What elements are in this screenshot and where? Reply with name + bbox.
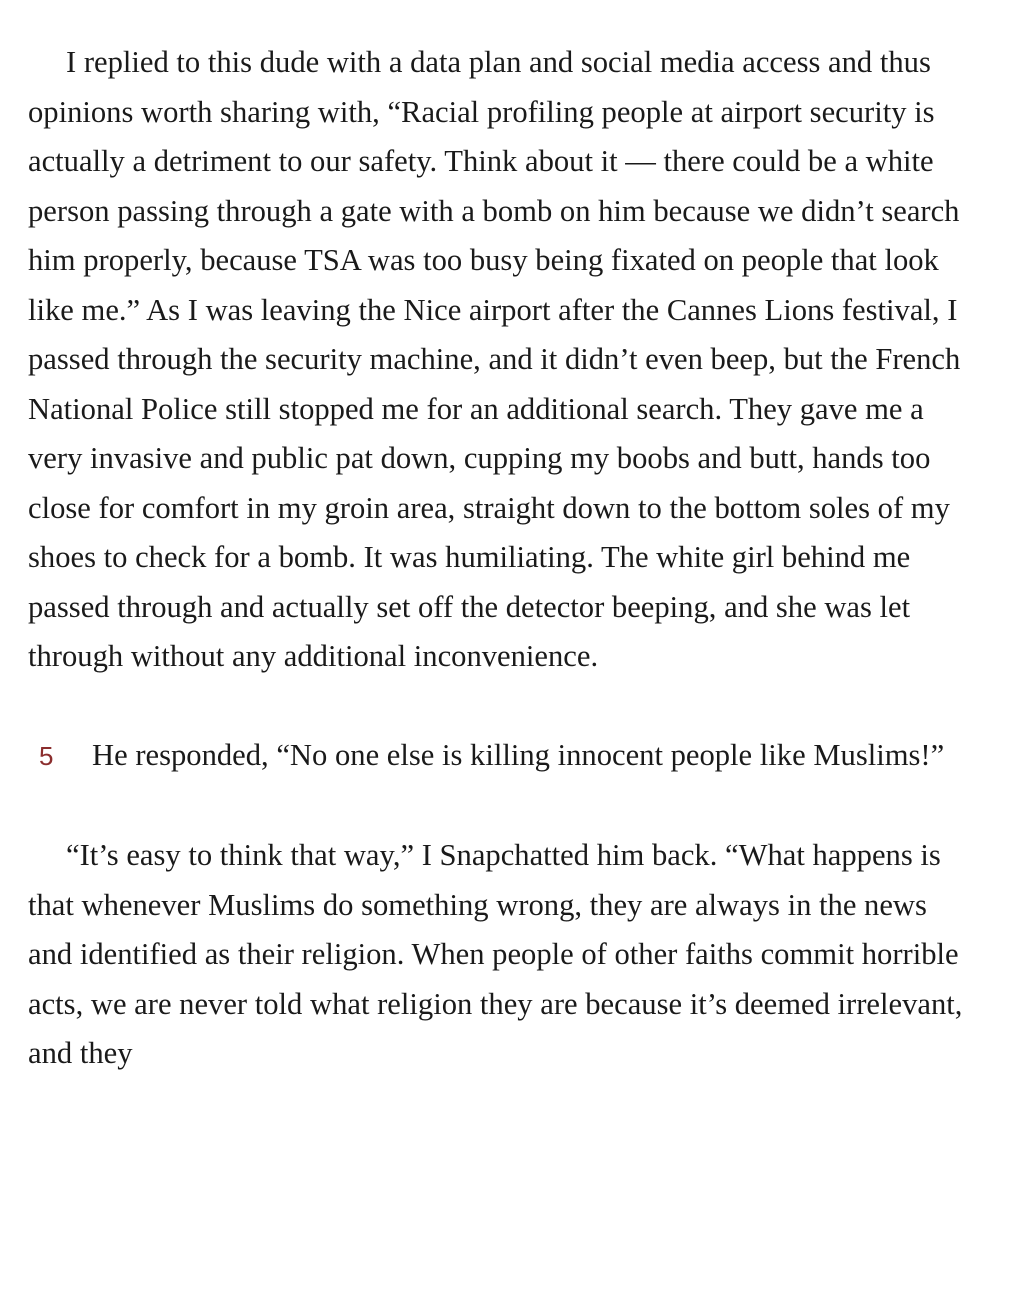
paragraph-text: He responded, “No one else is killing innocent people like Muslims!” xyxy=(92,738,945,772)
paragraph-text: “It’s easy to think that way,” I Snapchatted him back. “What happens is that whenever Muslims do something wrong, they are always in the news and identified as their religion. When people of other faiths commit horrible acts, we are never told what religion they are because it’s deemed irrelevant, and they xyxy=(28,838,963,1070)
paragraph-text: I replied to this dude with a data plan and social media access and thus opinions worth sharing with, “Racial profiling people at airport security is actually a detriment to our safety. Think about it — there could be a white person passing through a gate with a bomb on him because we didn’t search him properly, because TSA was too busy being fixated on people that look like me.” As I was leaving the Nice airport after the Cannes Lions festival, I passed through the security machine, and it didn’t even beep, but the French National Police still stopped me for an additional search. They gave me a very invasive and public pat down, cupping my boobs and butt, hands too close for comfort in my groin area, straight down to the bottom soles of my shoes to check for a bomb. It was humiliating. The white girl behind me passed through and actually set off the detector beeping, and she was let through without any additional inconvenience. xyxy=(28,45,961,673)
paragraph-number: 5 xyxy=(39,741,54,771)
paragraph xyxy=(28,731,978,782)
document-body xyxy=(28,38,978,1128)
paragraph xyxy=(28,38,978,682)
paragraph xyxy=(28,831,978,1079)
